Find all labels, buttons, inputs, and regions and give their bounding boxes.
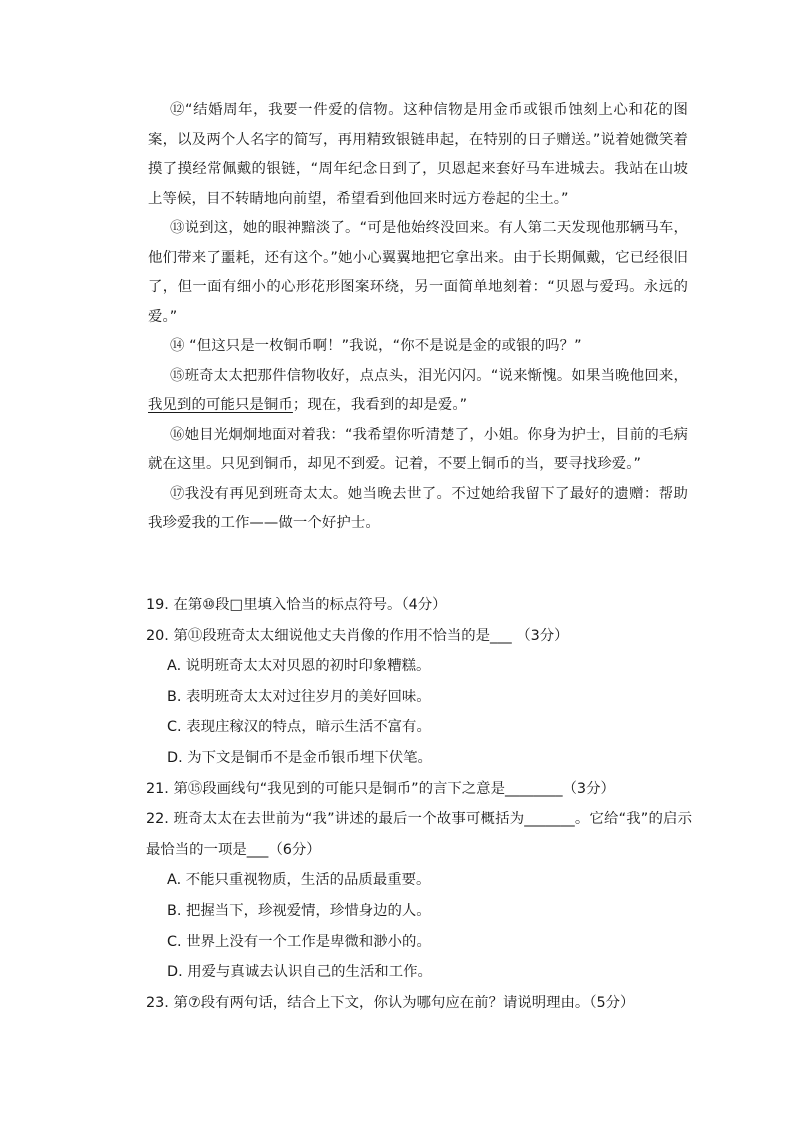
paragraph-15-start: ⑮班奇太太把那件信物收好，点点头，泪光闪闪。“说来惭愧。如果当晚他回来，: [170, 367, 688, 384]
paragraph-16: ⑯她目光炯炯地面对着我：“我希望你听清楚了，小姐。你身为护士，目前的毛病就在这里。只见到铜币，却见不到爱。记着，不要上铜币的当，要寻找珍爱。”: [148, 426, 688, 472]
question-20-option-d: D. 为下文是铜币不是金币银币埋下伏笔。: [167, 749, 432, 766]
underlined-sentence: 我见到的可能只是铜币: [148, 397, 293, 413]
question-list: [146, 590, 692, 1018]
question-20-option-b: B. 表明班奇太太对过往岁月的美好回味。: [167, 688, 431, 705]
question-20: 20. 第⑪段班奇太太细说他丈夫肖像的作用不恰当的是___ （3分）: [146, 627, 569, 644]
paragraph-15: [148, 362, 688, 421]
question-21: 21. 第⑮段画线句“我见到的可能只是铜币”的言下之意是________（3分）: [146, 780, 615, 797]
paragraph-17: ⑰我没有再见到班奇太太。她当晚去世了。不过她给我留下了最好的遗赠：帮助我珍爱我的工作——做一个好护士。: [148, 485, 688, 531]
paragraph-15-end: ；现在，我看到的却是爱。”: [292, 397, 468, 413]
question-20-option-c: C. 表现庄稼汉的特点，暗示生活不富有。: [167, 719, 431, 736]
question-19: 19. 在第⑩段□里填入恰当的标点符号。（4分）: [146, 597, 447, 613]
paragraph-13: ⑬说到这，她的眼神黯淡了。“可是他始终没回来。有人第二天发现他那辆马车，他们带来了噩耗，还有这个。”她小心翼翼地把它拿出来。由于长期佩戴，它已经很旧了，但一面有细小的心形花形图案环绕，另一面简单地刻着：“贝恩与爱玛。永远的爱。”: [148, 220, 688, 325]
question-22-option-c: C. 世界上没有一个工作是卑微和渺小的。: [167, 933, 431, 950]
question-23: 23. 第⑦段有两句话，结合上下文，你认为哪句应在前？请说明理由。（5分）: [146, 994, 635, 1011]
question-22-option-a: A. 不能只重视物质，生活的品质最重要。: [167, 872, 431, 889]
question-20-option-a: A. 说明班奇太太对贝恩的初时印象糟糕。: [167, 658, 431, 675]
question-22-option-b: B. 把握当下，珍视爱情，珍惜身边的人。: [167, 902, 431, 919]
question-22-option-d: D. 用爱与真诚去认识自己的生活和工作。: [167, 964, 432, 981]
paragraph-14: ⑭ “但这只是一枚铜币啊！”我说，“你不是说是金的或银的吗？”: [170, 338, 582, 354]
reading-passage: [148, 96, 688, 539]
paragraph-12: ⑫“结婚周年，我要一件爱的信物。这种信物是用金币或银币蚀刻上心和花的图案，以及两个人名字的简写，再用精致银链串起，在特别的日子赠送。”说着她微笑着摸了摸经常佩戴的银链，“周年纪念日到了，贝恩起来套好马车进城去。我站在山坡上等候，目不转睛地向前望，希望看到他回来时远方卷起的尘土。”: [148, 102, 688, 207]
question-22: 22. 班奇太太在去世前为“我”讲述的最后一个故事可概括为_______。它给“我”的启示最恰当的一项是___（6分）: [146, 811, 692, 858]
